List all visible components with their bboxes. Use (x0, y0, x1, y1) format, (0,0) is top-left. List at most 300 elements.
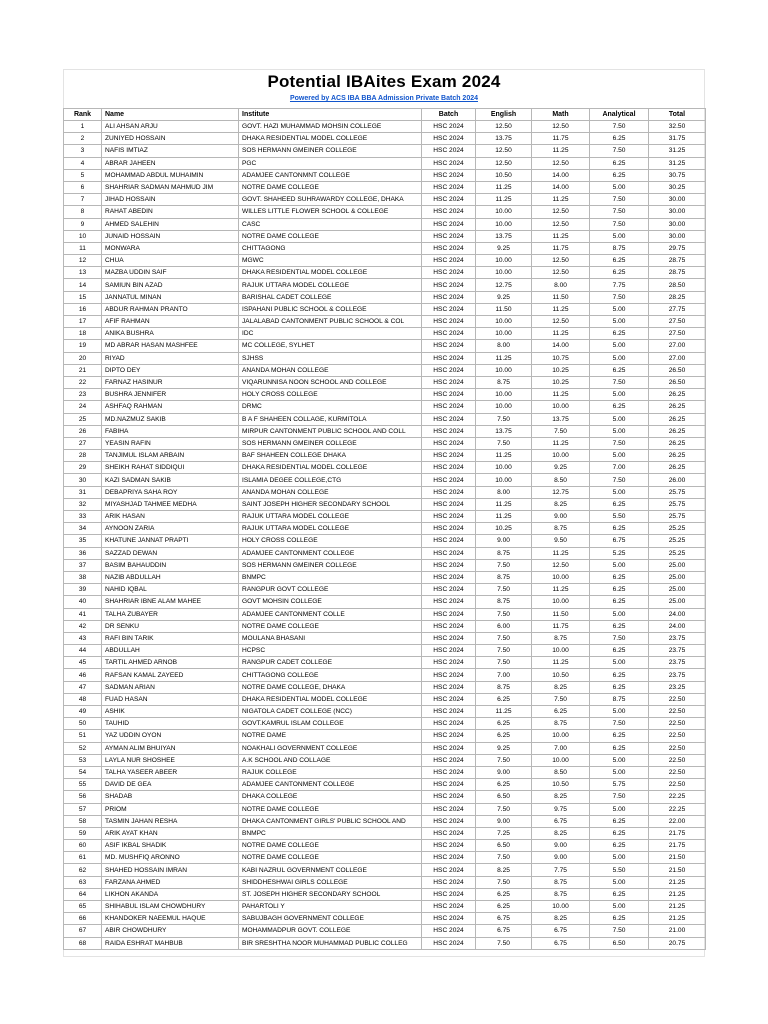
math-cell: 10.00 (532, 401, 590, 413)
total-cell: 26.25 (649, 425, 706, 437)
total-cell: 26.00 (649, 474, 706, 486)
analytical-cell: 6.25 (590, 827, 649, 839)
math-cell: 12.50 (532, 121, 590, 133)
english-cell: 11.25 (476, 194, 532, 206)
total-cell: 26.25 (649, 401, 706, 413)
batch-cell: HSC 2024 (422, 937, 476, 949)
name-cell: MIYASHJAD TAHMEE MEDHA (102, 498, 239, 510)
total-cell: 21.50 (649, 864, 706, 876)
institute-cell: NOTRE DAME COLLEGE (239, 840, 422, 852)
table-row (64, 645, 706, 657)
name-cell: RAIDA ESHRAT MAHBUB (102, 937, 239, 949)
rank-cell: 43 (64, 632, 102, 644)
math-cell: 8.25 (532, 913, 590, 925)
english-cell: 10.25 (476, 523, 532, 535)
table-row (64, 364, 706, 376)
total-cell: 25.25 (649, 523, 706, 535)
table-row (64, 145, 706, 157)
table-row (64, 547, 706, 559)
subtitle-link[interactable]: Powered by ACS IBA BBA Admission Private Batch 2024 (289, 95, 478, 102)
batch-cell: HSC 2024 (422, 206, 476, 218)
total-cell: 31.25 (649, 145, 706, 157)
name-cell: ALI AHSAN ARJU (102, 121, 239, 133)
total-cell: 25.00 (649, 559, 706, 571)
analytical-cell: 6.75 (590, 535, 649, 547)
english-cell: 12.50 (476, 157, 532, 169)
col-header-institute: Institute (239, 109, 422, 121)
total-cell: 26.50 (649, 376, 706, 388)
rank-cell: 29 (64, 462, 102, 474)
math-cell: 11.25 (532, 328, 590, 340)
english-cell: 13.75 (476, 230, 532, 242)
name-cell: ABDULLAH (102, 645, 239, 657)
total-cell: 22.50 (649, 754, 706, 766)
analytical-cell: 7.00 (590, 462, 649, 474)
batch-cell: HSC 2024 (422, 194, 476, 206)
table-row (64, 242, 706, 254)
batch-cell: HSC 2024 (422, 425, 476, 437)
batch-cell: HSC 2024 (422, 291, 476, 303)
total-cell: 22.50 (649, 742, 706, 754)
total-cell: 26.50 (649, 364, 706, 376)
math-cell: 10.00 (532, 901, 590, 913)
math-cell: 11.25 (532, 194, 590, 206)
name-cell: MONWARA (102, 242, 239, 254)
name-cell: AFIF RAHMAN (102, 316, 239, 328)
institute-cell: HCPSC (239, 645, 422, 657)
rank-cell: 18 (64, 328, 102, 340)
name-cell: KHATUNE JANNAT PRAPTI (102, 535, 239, 547)
analytical-cell: 6.25 (590, 681, 649, 693)
name-cell: AYMAN ALIM BHUIYAN (102, 742, 239, 754)
math-cell: 9.75 (532, 803, 590, 815)
english-cell: 13.75 (476, 133, 532, 145)
english-cell: 7.00 (476, 669, 532, 681)
english-cell: 7.50 (476, 803, 532, 815)
batch-cell: HSC 2024 (422, 352, 476, 364)
institute-cell: NOTRE DAME COLLEGE (239, 230, 422, 242)
english-cell: 6.25 (476, 779, 532, 791)
rank-cell: 16 (64, 303, 102, 315)
rank-cell: 31 (64, 486, 102, 498)
institute-cell: ISPAHANI PUBLIC SCHOOL & COLLEGE (239, 303, 422, 315)
total-cell: 21.25 (649, 913, 706, 925)
analytical-cell: 5.00 (590, 181, 649, 193)
rank-cell: 36 (64, 547, 102, 559)
institute-cell: RAJUK UTTARA MODEL COLLEGE (239, 279, 422, 291)
total-cell: 28.50 (649, 279, 706, 291)
table-row (64, 291, 706, 303)
table-row (64, 121, 706, 133)
name-cell: ABDUR RAHMAN PRANTO (102, 303, 239, 315)
name-cell: FARZANA AHMED (102, 876, 239, 888)
english-cell: 6.25 (476, 693, 532, 705)
analytical-cell: 5.50 (590, 864, 649, 876)
math-cell: 10.50 (532, 669, 590, 681)
batch-cell: HSC 2024 (422, 121, 476, 133)
institute-cell: BAF SHAHEEN COLLEGE DHAKA (239, 450, 422, 462)
name-cell: JANNATUL MINAN (102, 291, 239, 303)
total-cell: 21.50 (649, 852, 706, 864)
institute-cell: MOULANA BHASANI (239, 632, 422, 644)
name-cell: AYNOON ZARIA (102, 523, 239, 535)
name-cell: TANJIMUL ISLAM ARBAIN (102, 450, 239, 462)
batch-cell: HSC 2024 (422, 559, 476, 571)
table-row (64, 474, 706, 486)
english-cell: 12.50 (476, 145, 532, 157)
english-cell: 11.25 (476, 181, 532, 193)
name-cell: JIHAD HOSSAIN (102, 194, 239, 206)
math-cell: 11.25 (532, 230, 590, 242)
total-cell: 21.25 (649, 876, 706, 888)
institute-cell: RAJUK UTTARA MODEL COLLEGE (239, 523, 422, 535)
math-cell: 8.25 (532, 681, 590, 693)
table-row (64, 779, 706, 791)
math-cell: 7.75 (532, 864, 590, 876)
total-cell: 24.00 (649, 608, 706, 620)
table-row (64, 706, 706, 718)
rank-cell: 22 (64, 376, 102, 388)
total-cell: 20.75 (649, 937, 706, 949)
english-cell: 8.75 (476, 596, 532, 608)
math-cell: 10.75 (532, 352, 590, 364)
name-cell: ASHIK (102, 706, 239, 718)
table-row (64, 218, 706, 230)
analytical-cell: 5.00 (590, 450, 649, 462)
english-cell: 6.25 (476, 901, 532, 913)
analytical-cell: 7.50 (590, 925, 649, 937)
english-cell: 11.25 (476, 498, 532, 510)
name-cell: TALHA YASEER ABEER (102, 766, 239, 778)
math-cell: 11.50 (532, 608, 590, 620)
math-cell: 10.00 (532, 450, 590, 462)
institute-cell: GOVT. HAZI MUHAMMAD MOHSIN COLLEGE (239, 121, 422, 133)
name-cell: TARTIL AHMED ARNOB (102, 657, 239, 669)
batch-cell: HSC 2024 (422, 571, 476, 583)
total-cell: 30.25 (649, 181, 706, 193)
name-cell: FUAD HASAN (102, 693, 239, 705)
table-row (64, 693, 706, 705)
rank-cell: 55 (64, 779, 102, 791)
name-cell: CHUA (102, 255, 239, 267)
table-row (64, 157, 706, 169)
analytical-cell: 6.25 (590, 584, 649, 596)
math-cell: 11.25 (532, 437, 590, 449)
math-cell: 9.00 (532, 511, 590, 523)
name-cell: RIYAD (102, 352, 239, 364)
table-row (64, 169, 706, 181)
english-cell: 7.50 (476, 413, 532, 425)
institute-cell: RANGPUR GOVT COLLEGE (239, 584, 422, 596)
rank-cell: 14 (64, 279, 102, 291)
rank-cell: 13 (64, 267, 102, 279)
institute-cell: BIR SRESHTHA NOOR MUHAMMAD PUBLIC COLLEG (239, 937, 422, 949)
institute-cell: NOTRE DAME (239, 730, 422, 742)
analytical-cell: 5.50 (590, 511, 649, 523)
institute-cell: MGWC (239, 255, 422, 267)
batch-cell: HSC 2024 (422, 523, 476, 535)
rank-cell: 12 (64, 255, 102, 267)
rank-cell: 7 (64, 194, 102, 206)
english-cell: 9.00 (476, 535, 532, 547)
total-cell: 25.75 (649, 486, 706, 498)
analytical-cell: 6.25 (590, 669, 649, 681)
english-cell: 9.00 (476, 766, 532, 778)
english-cell: 9.25 (476, 242, 532, 254)
math-cell: 8.50 (532, 766, 590, 778)
rank-cell: 48 (64, 693, 102, 705)
table-row (64, 596, 706, 608)
rank-cell: 25 (64, 413, 102, 425)
table-row (64, 376, 706, 388)
analytical-cell: 5.00 (590, 316, 649, 328)
analytical-cell: 7.50 (590, 218, 649, 230)
total-cell: 23.75 (649, 669, 706, 681)
table-row (64, 194, 706, 206)
batch-cell: HSC 2024 (422, 279, 476, 291)
table-row (64, 340, 706, 352)
english-cell: 9.25 (476, 742, 532, 754)
institute-cell: NOTRE DAME COLLEGE (239, 181, 422, 193)
name-cell: DEBAPRIYA SAHA ROY (102, 486, 239, 498)
analytical-cell: 6.25 (590, 255, 649, 267)
batch-cell: HSC 2024 (422, 632, 476, 644)
table-row (64, 827, 706, 839)
math-cell: 10.50 (532, 779, 590, 791)
analytical-cell: 5.00 (590, 352, 649, 364)
english-cell: 6.25 (476, 730, 532, 742)
institute-cell: SOS HERMANN GMEINER COLLEGE (239, 437, 422, 449)
math-cell: 11.75 (532, 242, 590, 254)
analytical-cell: 6.25 (590, 815, 649, 827)
name-cell: BUSHRA JENNIFER (102, 389, 239, 401)
table-row (64, 486, 706, 498)
analytical-cell: 7.50 (590, 121, 649, 133)
total-cell: 30.75 (649, 169, 706, 181)
analytical-cell: 5.00 (590, 608, 649, 620)
rank-cell: 62 (64, 864, 102, 876)
batch-cell: HSC 2024 (422, 730, 476, 742)
rank-cell: 58 (64, 815, 102, 827)
batch-cell: HSC 2024 (422, 754, 476, 766)
english-cell: 7.50 (476, 754, 532, 766)
math-cell: 12.50 (532, 559, 590, 571)
rank-cell: 60 (64, 840, 102, 852)
english-cell: 8.75 (476, 681, 532, 693)
analytical-cell: 6.25 (590, 133, 649, 145)
rank-cell: 56 (64, 791, 102, 803)
analytical-cell: 5.00 (590, 803, 649, 815)
batch-cell: HSC 2024 (422, 462, 476, 474)
table-row (64, 742, 706, 754)
batch-cell: HSC 2024 (422, 547, 476, 559)
analytical-cell: 5.00 (590, 766, 649, 778)
english-cell: 7.50 (476, 645, 532, 657)
table-row (64, 511, 706, 523)
analytical-cell: 7.50 (590, 437, 649, 449)
institute-cell: ISLAMIA DEGEE COLLEGE,CTG (239, 474, 422, 486)
name-cell: SHADAB (102, 791, 239, 803)
batch-cell: HSC 2024 (422, 645, 476, 657)
batch-cell: HSC 2024 (422, 181, 476, 193)
name-cell: SAMIUN BIN AZAD (102, 279, 239, 291)
table-row (64, 255, 706, 267)
analytical-cell: 6.25 (590, 498, 649, 510)
name-cell: RAHAT ABEDIN (102, 206, 239, 218)
name-cell: LIKHON AKANDA (102, 888, 239, 900)
batch-cell: HSC 2024 (422, 169, 476, 181)
analytical-cell: 7.50 (590, 718, 649, 730)
institute-cell: NOTRE DAME COLLEGE (239, 620, 422, 632)
math-cell: 11.25 (532, 389, 590, 401)
col-header-batch: Batch (422, 109, 476, 121)
math-cell: 10.00 (532, 754, 590, 766)
institute-cell: CASC (239, 218, 422, 230)
english-cell: 7.50 (476, 632, 532, 644)
name-cell: ASHFAQ RAHMAN (102, 401, 239, 413)
rank-cell: 42 (64, 620, 102, 632)
table-row (64, 718, 706, 730)
total-cell: 24.00 (649, 620, 706, 632)
rank-cell: 39 (64, 584, 102, 596)
english-cell: 10.00 (476, 267, 532, 279)
table-row (64, 279, 706, 291)
total-cell: 23.75 (649, 657, 706, 669)
total-cell: 27.75 (649, 303, 706, 315)
math-cell: 9.00 (532, 852, 590, 864)
math-cell: 6.75 (532, 925, 590, 937)
institute-cell: SABUJBAGH GOVERNMENT COLLEGE (239, 913, 422, 925)
math-cell: 8.25 (532, 791, 590, 803)
rank-cell: 44 (64, 645, 102, 657)
math-cell: 8.00 (532, 279, 590, 291)
total-cell: 28.75 (649, 267, 706, 279)
english-cell: 10.00 (476, 462, 532, 474)
analytical-cell: 5.00 (590, 486, 649, 498)
batch-cell: HSC 2024 (422, 840, 476, 852)
institute-cell: HOLY CROSS COLLEGE (239, 389, 422, 401)
rank-cell: 19 (64, 340, 102, 352)
total-cell: 30.00 (649, 230, 706, 242)
table-row (64, 803, 706, 815)
math-cell: 7.00 (532, 742, 590, 754)
analytical-cell: 6.25 (590, 364, 649, 376)
institute-cell: PGC (239, 157, 422, 169)
total-cell: 28.25 (649, 291, 706, 303)
header-row (64, 109, 706, 121)
institute-cell: ADAMJEE CANTONMENT COLLEGE (239, 779, 422, 791)
total-cell: 27.00 (649, 340, 706, 352)
math-cell: 11.75 (532, 133, 590, 145)
math-cell: 14.00 (532, 169, 590, 181)
name-cell: LAYLA NUR SHOSHEE (102, 754, 239, 766)
analytical-cell: 6.25 (590, 840, 649, 852)
english-cell: 6.00 (476, 620, 532, 632)
table-row (64, 901, 706, 913)
english-cell: 11.25 (476, 511, 532, 523)
name-cell: YEASIN RAFIN (102, 437, 239, 449)
name-cell: TASMIN JAHAN RESHA (102, 815, 239, 827)
name-cell: PRIOM (102, 803, 239, 815)
rank-cell: 33 (64, 511, 102, 523)
total-cell: 25.25 (649, 535, 706, 547)
math-cell: 11.25 (532, 657, 590, 669)
analytical-cell: 7.50 (590, 194, 649, 206)
total-cell: 21.00 (649, 925, 706, 937)
name-cell: SHIHABUL ISLAM CHOWDHURY (102, 901, 239, 913)
table-row (64, 571, 706, 583)
math-cell: 11.75 (532, 620, 590, 632)
total-cell: 25.75 (649, 498, 706, 510)
analytical-cell: 6.25 (590, 157, 649, 169)
institute-cell: B A F SHAHEEN COLLAGE, KURMITOLA (239, 413, 422, 425)
name-cell: MD.NAZMUZ SAKIB (102, 413, 239, 425)
total-cell: 25.25 (649, 547, 706, 559)
math-cell: 10.00 (532, 730, 590, 742)
rank-cell: 64 (64, 888, 102, 900)
institute-cell: WILLES LITTLE FLOWER SCHOOL & COLLEGE (239, 206, 422, 218)
analytical-cell: 7.50 (590, 145, 649, 157)
table-row (64, 937, 706, 949)
math-cell: 12.50 (532, 255, 590, 267)
batch-cell: HSC 2024 (422, 791, 476, 803)
table-row (64, 766, 706, 778)
batch-cell: HSC 2024 (422, 376, 476, 388)
institute-cell: GOVT.KAMRUL ISLAM COLLEGE (239, 718, 422, 730)
institute-cell: MIRPUR CANTONMENT PUBLIC SCHOOL AND COLL (239, 425, 422, 437)
analytical-cell: 5.75 (590, 779, 649, 791)
english-cell: 13.75 (476, 425, 532, 437)
batch-cell: HSC 2024 (422, 803, 476, 815)
english-cell: 8.75 (476, 376, 532, 388)
total-cell: 22.50 (649, 706, 706, 718)
english-cell: 11.25 (476, 450, 532, 462)
table-row (64, 925, 706, 937)
rank-cell: 50 (64, 718, 102, 730)
batch-cell: HSC 2024 (422, 718, 476, 730)
institute-cell: SAINT JOSEPH HIGHER SECONDARY SCHOOL (239, 498, 422, 510)
rank-cell: 21 (64, 364, 102, 376)
name-cell: DIPTO DEY (102, 364, 239, 376)
name-cell: ANIKA BUSHRA (102, 328, 239, 340)
analytical-cell: 7.50 (590, 376, 649, 388)
institute-cell: BNMPC (239, 571, 422, 583)
batch-cell: HSC 2024 (422, 389, 476, 401)
english-cell: 7.50 (476, 852, 532, 864)
math-cell: 11.25 (532, 584, 590, 596)
name-cell: YAZ UDDIN OYON (102, 730, 239, 742)
english-cell: 6.75 (476, 913, 532, 925)
batch-cell: HSC 2024 (422, 133, 476, 145)
analytical-cell: 5.00 (590, 340, 649, 352)
name-cell: RAFSAN KAMAL ZAYEED (102, 669, 239, 681)
analytical-cell: 6.25 (590, 401, 649, 413)
total-cell: 30.00 (649, 194, 706, 206)
analytical-cell: 6.25 (590, 888, 649, 900)
rank-cell: 68 (64, 937, 102, 949)
rank-cell: 59 (64, 827, 102, 839)
batch-cell: HSC 2024 (422, 827, 476, 839)
total-cell: 30.00 (649, 206, 706, 218)
col-header-english: English (476, 109, 532, 121)
batch-cell: HSC 2024 (422, 706, 476, 718)
table-row (64, 669, 706, 681)
name-cell: MD. MUSHFIQ ARONNO (102, 852, 239, 864)
total-cell: 31.75 (649, 133, 706, 145)
name-cell: SHAHRIAR SADMAN MAHMUD JIM (102, 181, 239, 193)
batch-cell: HSC 2024 (422, 864, 476, 876)
batch-cell: HSC 2024 (422, 474, 476, 486)
